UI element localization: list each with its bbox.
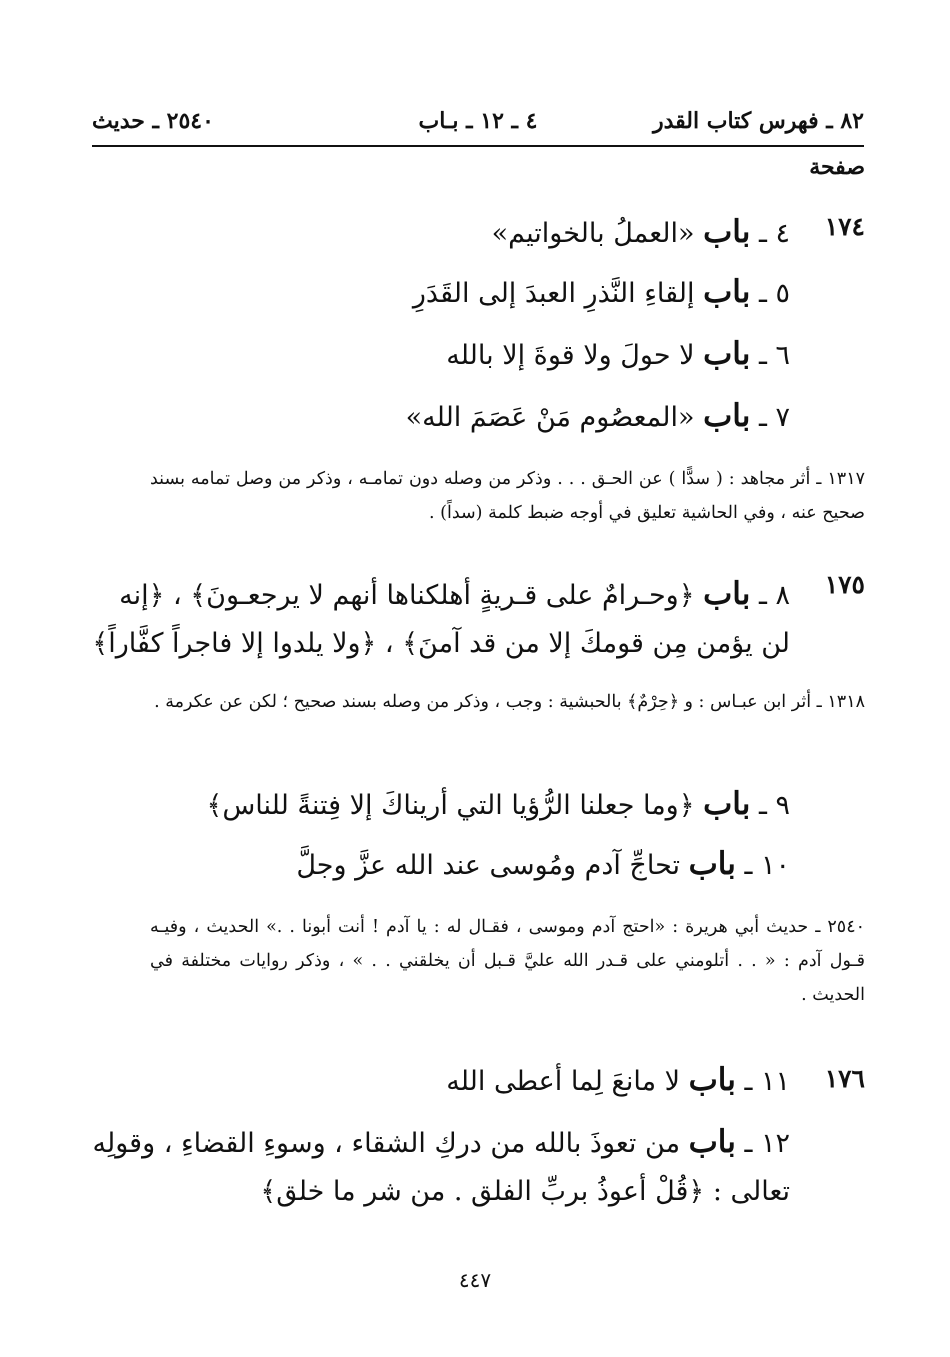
bab-text: ﴿وحـرامٌ على قـريةٍ أهلكناها أنهم لا يرجعـونَ﴾ ، ﴿إنه لن يؤمن مِن قومكَ إلا من قد آمنَ﴾ ، ﴿ولا يلدوا إلا فاجراً كفَّاراً﴾: [92, 580, 790, 659]
header-chapter-title: ٨٢ ـ فهرس كتاب القدر: [652, 108, 864, 134]
bab-word: باب: [703, 274, 751, 310]
bab-text: ﴿وما جعلنا الرُّؤيا التي أريناكَ إلا فِتنةً للناس﴾: [206, 790, 695, 821]
bab-text: إلقاءِ النَّذرِ العبدَ إلى القَدَرِ: [412, 278, 695, 309]
bab-word: باب: [688, 1062, 736, 1098]
header-rule: [92, 145, 864, 147]
bab-word: باب: [703, 214, 751, 250]
bab-text: لا مانعَ لِما أعطى الله: [446, 1066, 681, 1097]
bab-number: ٨ ـ: [758, 580, 790, 611]
page-number-175: ١٧٥: [824, 570, 865, 599]
bab-11-title: [446, 1062, 790, 1098]
bab-text: تحاجِّ آدم ومُوسى عند الله عزَّ وجلَّ: [296, 850, 681, 881]
bab-number: ١٢ ـ: [744, 1128, 790, 1159]
note-1318: ١٣١٨ ـ أثر ابن عبـاس : و ﴿حِرْمٌ﴾ بالحبشية : وجب ، وذكر من وصله بسند صحيح ؛ لكن عن عكرمة .: [154, 692, 865, 712]
bab-number: ٧ ـ: [758, 402, 790, 433]
bab-number: ٥ ـ: [758, 278, 790, 309]
bab-7-title: [406, 398, 790, 434]
bab-word: باب: [703, 336, 751, 372]
bab-word: باب: [688, 846, 736, 882]
bab-word: باب: [688, 1124, 736, 1160]
note-2540: ٢٥٤٠ ـ حديث أبي هريرة : «احتج آدم وموسى ، فقـال له : يا آدم ! أنت أبونا . .» الحديث ، وفيـه قـول آدم : « . . أتلومني على قـدر الله عليَّ قـبل أن يخلقني . . » ، وذكر روايات مختلفة في الحديث .: [150, 917, 865, 1005]
page-folio-number: ٤٤٧: [458, 1268, 492, 1292]
page-number-176: ١٧٦: [824, 1064, 865, 1093]
bab-5-title: [413, 274, 790, 310]
note-1317: ١٣١٧ ـ أثر مجاهد : ( سدًّا ) عن الحـق . . . وذكر من وصله دون تمامـه ، وذكر من وصل تمامه بسند صحيح عنه ، وفي الحاشية تعليق في أوجه ضبط كلمة (سداً) .: [150, 469, 865, 523]
bab-text: «العملُ بالخواتيم»: [491, 218, 695, 249]
bab-text: لا حولَ ولا قوةَ إلا بالله: [446, 340, 695, 371]
bab-number: ١٠ ـ: [744, 850, 790, 881]
header-hadith-range: ٢٥٤٠ ـ حديث: [92, 108, 214, 134]
bab-number: ٦ ـ: [758, 340, 790, 371]
bab-12-title: [90, 1118, 790, 1216]
bab-word: باب: [703, 398, 751, 434]
page-number-174: ١٧٤: [824, 212, 865, 241]
bab-word: باب: [703, 786, 751, 822]
bab-6-title: [446, 336, 790, 372]
bab-text: «المعصُوم مَنْ عَصَمَ الله»: [405, 402, 695, 433]
page-column-label: صفحة: [809, 154, 865, 180]
bab-text: من تعوذَ بالله من دركِ الشقاء ، وسوءِ القضاءِ ، وقولِه تعالى : ﴿قُلْ أعوذُ بربِّ الفلق . من شر ما خلق﴾: [92, 1128, 790, 1207]
bab-number: ١١ ـ: [744, 1066, 790, 1097]
bab-9-title: [207, 786, 791, 822]
bab-number: ٤ ـ: [758, 218, 790, 249]
bab-8-title: [90, 570, 790, 668]
header-bab-range: ٤ ـ ١٢ ـ بـاب: [418, 108, 538, 134]
running-header: [92, 108, 864, 144]
bab-4-title: [492, 214, 790, 250]
bab-word: باب: [703, 576, 751, 612]
bab-10-title: [296, 846, 790, 882]
bab-number: ٩ ـ: [758, 790, 790, 821]
